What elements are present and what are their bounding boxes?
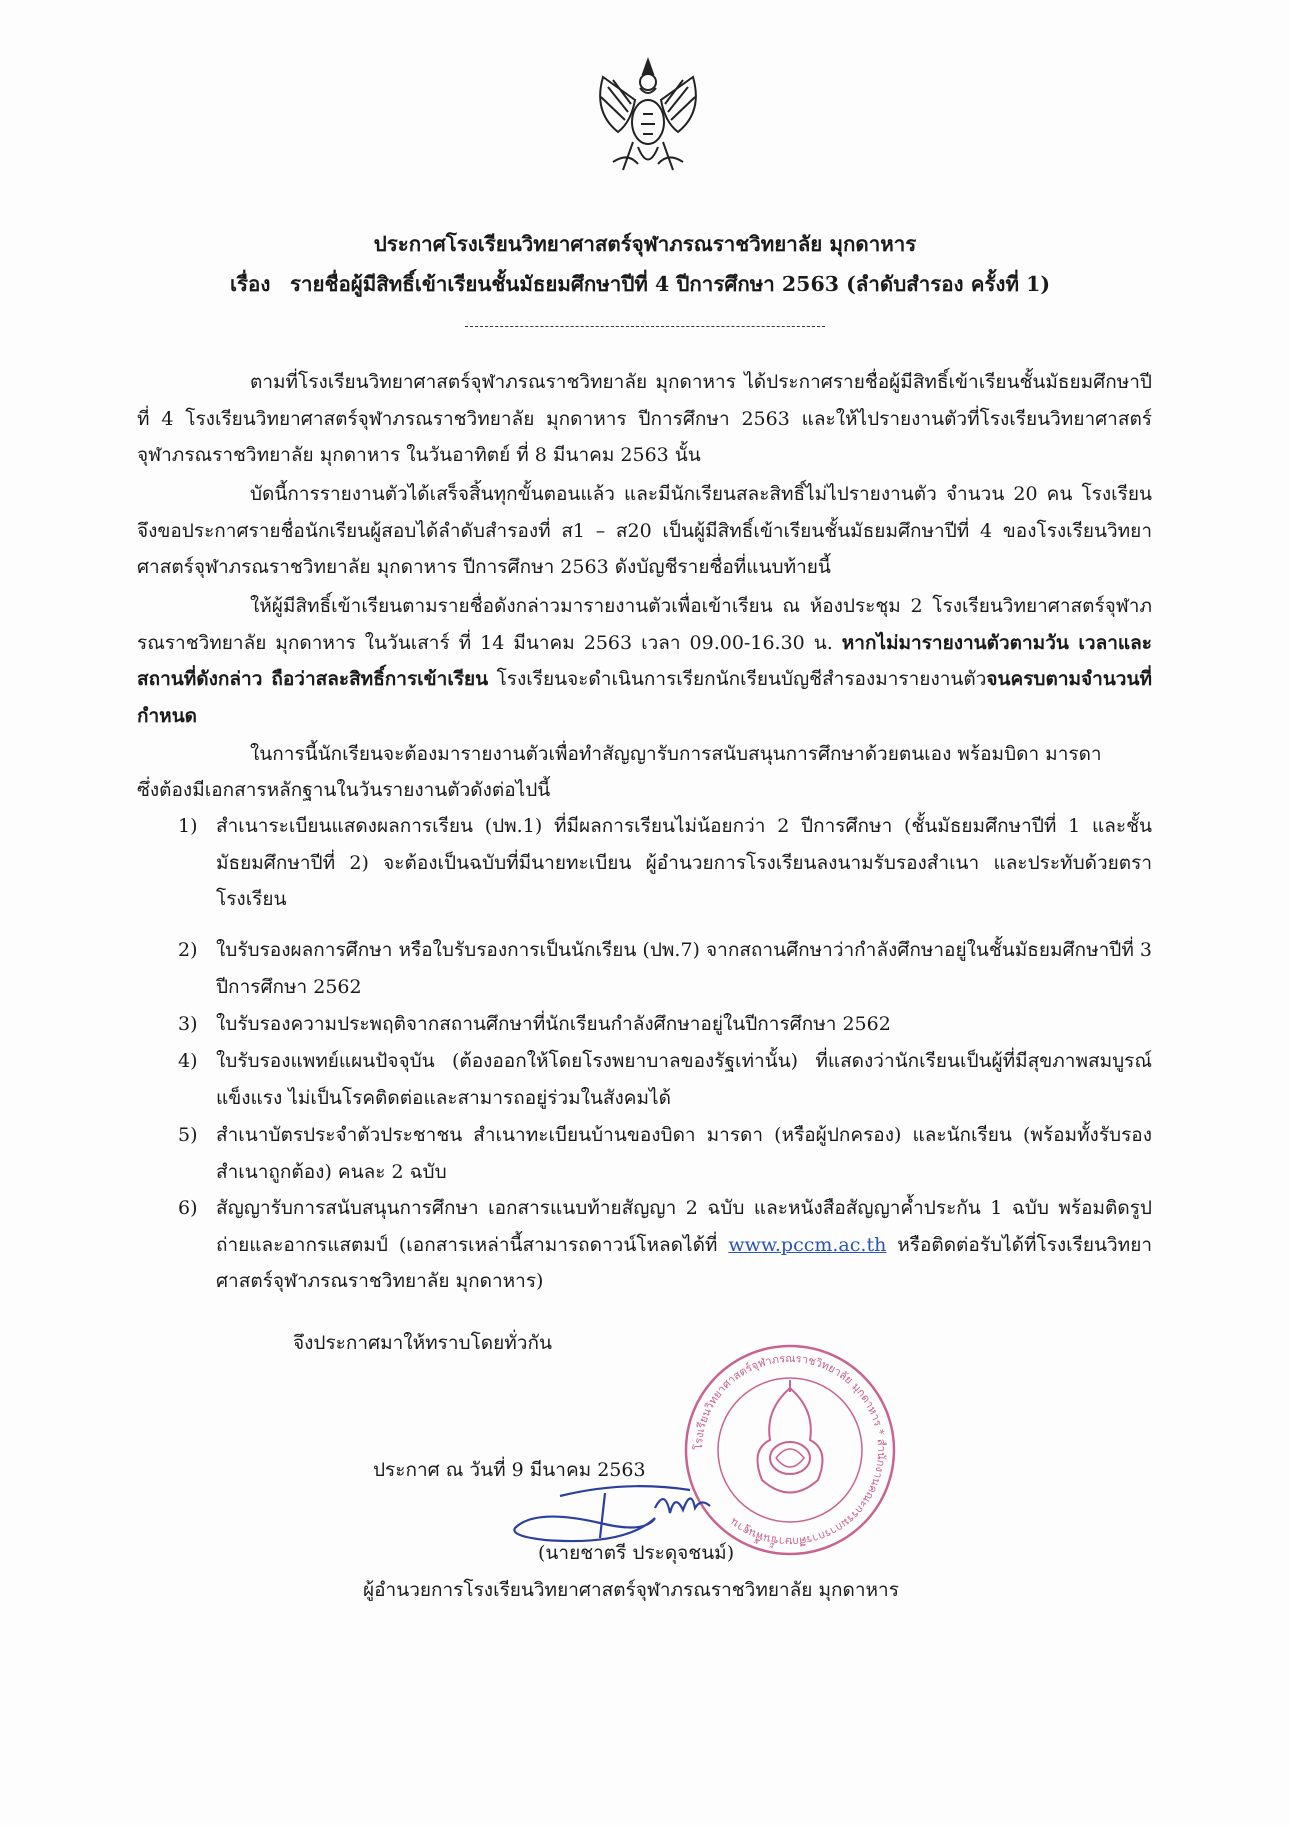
paragraph-2	[137, 476, 1152, 586]
signatory-position: ผู้อำนวยการโรงเรียนวิทยาศาสตร์จุฬาภรณราชวิทยาลัย มุกดาหาร	[363, 1579, 899, 1601]
paragraph-3-bold-quota: จนครบตามจำนวนที่กำหนด	[137, 668, 1152, 727]
signatory-name: (นายชาตรี ประดุจชนม์)	[538, 1542, 735, 1564]
list-item-text	[216, 1190, 1152, 1300]
announcement-subject	[230, 268, 1130, 301]
title-divider	[465, 326, 825, 327]
list-item-text: ใบรับรองผลการศึกษา หรือใบรับรองการเป็นนักเรียน (ปพ.7) จากสถานศึกษาว่ากำลังศึกษาอยู่ในชั้นมัธยมศึกษาปีที่ 3 ปีการศึกษา 2562	[216, 939, 1152, 998]
paragraph-3-bold-warning: หากไม่มารายงานตัวตามวัน เวลาและสถานที่ดังกล่าว ถือว่าสละสิทธิ์การเข้าเรียน	[137, 631, 1152, 690]
garuda-emblem-icon	[583, 52, 713, 182]
list-item-text: สำเนาระเบียนแสดงผลการเรียน (ปพ.1) ที่มีผลการเรียนไม่น้อยกว่า 2 ปีการศึกษา (ชั้นมัธยมศึกษาปีที่ 1 และชั้นมัธยมศึกษาปีที่ 2) จะต้องเป็นฉบับที่มีนายทะเบียน ผู้อำนวยการโรงเรียนลงนามรับรองสำเนา และประทับด้วยตราโรงเรียน	[216, 815, 1152, 910]
list-item-number: 1)	[178, 815, 198, 837]
paragraph-3	[137, 588, 1152, 734]
paragraph-4	[137, 736, 1152, 773]
website-link[interactable]: www.pccm.ac.th	[728, 1233, 887, 1256]
list-item-number: 2)	[178, 939, 198, 961]
closing-statement: จึงประกาศมาให้ทราบโดยทั่วกัน	[293, 1332, 552, 1354]
list-item-text-b: หรือติดต่อรับได้ที่โรงเรียนวิทยาศาสตร์จุฬาภรณราชวิทยาลัย มุกดาหาร)	[216, 1233, 1152, 1292]
announcement-title: ประกาศโรงเรียนวิทยาศาสตร์จุฬาภรณราชวิทยาลัย มุกดาหาร	[373, 232, 917, 256]
paragraph-4-continued: ซึ่งต้องมีเอกสารหลักฐานในวันรายงานตัวดังต่อไปนี้	[137, 779, 551, 801]
paragraph-1	[137, 364, 1152, 474]
list-item-text: ใบรับรองความประพฤติจากสถานศึกษาที่นักเรียนกำลังศึกษาอยู่ในปีการศึกษา 2562	[216, 1013, 891, 1035]
announcement-date: ประกาศ ณ วันที่ 9 มีนาคม 2563	[373, 1459, 646, 1481]
paragraph-1-text: ตามที่โรงเรียนวิทยาศาสตร์จุฬาภรณราชวิทยาลัย มุกดาหาร ได้ประกาศรายชื่อผู้มีสิทธิ์เข้าเรียนชั้นมัธยมศึกษาปีที่ 4 โรงเรียนวิทยาศาสตร์จุฬาภรณราชวิทยาลัย มุกดาหาร ปีการศึกษา 2563 และให้ไปรายงานตัวที่โรงเรียนวิทยาศาสตร์จุฬาภรณราชวิทยาลัย มุกดาหาร ในวันอาทิตย์ ที่ 8 มีนาคม 2563 นั้น	[137, 371, 1152, 466]
list-item-text: สำเนาบัตรประจำตัวประชาชน สำเนาทะเบียนบ้านของบิดา มารดา (หรือผู้ปกครอง) และนักเรียน (พร้อมทั้งรับรองสำเนาถูกต้อง) คนละ 2 ฉบับ	[216, 1124, 1152, 1183]
list-item-number: 5)	[178, 1124, 198, 1146]
subject-text: รายชื่อผู้มีสิทธิ์เข้าเรียนชั้นมัธยมศึกษาปีที่ 4 ปีการศึกษา 2563 (ลำดับสำรอง ครั้งที่ 1)	[290, 272, 1051, 296]
list-item-number: 3)	[178, 1013, 198, 1035]
paragraph-4-text: ในการนี้นักเรียนจะต้องมารายงานตัวเพื่อทำสัญญารับการสนับสนุนการศึกษาด้วยตนเอง พร้อมบิดา มารดา	[250, 743, 1102, 765]
paragraph-3-text-c: โรงเรียนจะดำเนินการเรียกนักเรียนบัญชีสำรองมารายงานตัว	[488, 668, 987, 690]
paragraph-2-text: บัดนี้การรายงานตัวได้เสร็จสิ้นทุกขั้นตอนแล้ว และมีนักเรียนสละสิทธิ์ไม่ไปรายงานตัว จำนวน 20 คน โรงเรียนจึงขอประกาศรายชื่อนักเรียนผู้สอบได้ลำดับสำรองที่ ส1 – ส20 เป็นผู้มีสิทธิ์เข้าเรียนชั้นมัธยมศึกษาปีที่ 4 ของโรงเรียนวิทยาศาสตร์จุฬาภรณราชวิทยาลัย มุกดาหาร ปีการศึกษา 2563 ดังบัญชีรายชื่อที่แนบท้ายนี้	[137, 483, 1152, 578]
paragraph-3-text-a: ให้ผู้มีสิทธิ์เข้าเรียนตามรายชื่อดังกล่าวมารายงานตัวเพื่อเข้าเรียน ณ ห้องประชุม 2 โรงเรียนวิทยาศาสตร์จุฬาภรณราชวิทยาลัย มุกดาหาร ในวันเสาร์ ที่ 14 มีนาคม 2563 เวลา 09.00-16.30 น.	[137, 595, 1152, 654]
list-item-number: 4)	[178, 1050, 198, 1072]
list-item-text-a: สัญญารับการสนับสนุนการศึกษา เอกสารแนบท้ายสัญญา 2 ฉบับ และหนังสือสัญญาค้ำประกัน 1 ฉบับ พร้อมติดรูปถ่ายและอากรแสตมป์ (เอกสารเหล่านี้สามารถดาวน์โหลดได้ที่	[216, 1197, 1152, 1256]
list-item-number: 6)	[178, 1197, 198, 1219]
subject-label: เรื่อง	[230, 272, 271, 296]
signature-image	[505, 1468, 745, 1548]
seal-text: โรงเรียนวิทยาศาสตร์จุฬาภรณราชวิทยาลัย มุกดาหาร * สำนักงานคณะกรรมการการศึกษาขั้นพื้นฐาน	[691, 1351, 889, 1549]
list-item-text: ใบรับรองแพทย์แผนปัจจุบัน (ต้องออกให้โดยโรงพยาบาลของรัฐเท่านั้น) ที่แสดงว่านักเรียนเป็นผู้ที่มีสุขภาพสมบูรณ์แข็งแรง ไม่เป็นโรคติดต่อและสามารถอยู่ร่วมในสังคมได้	[216, 1050, 1152, 1109]
